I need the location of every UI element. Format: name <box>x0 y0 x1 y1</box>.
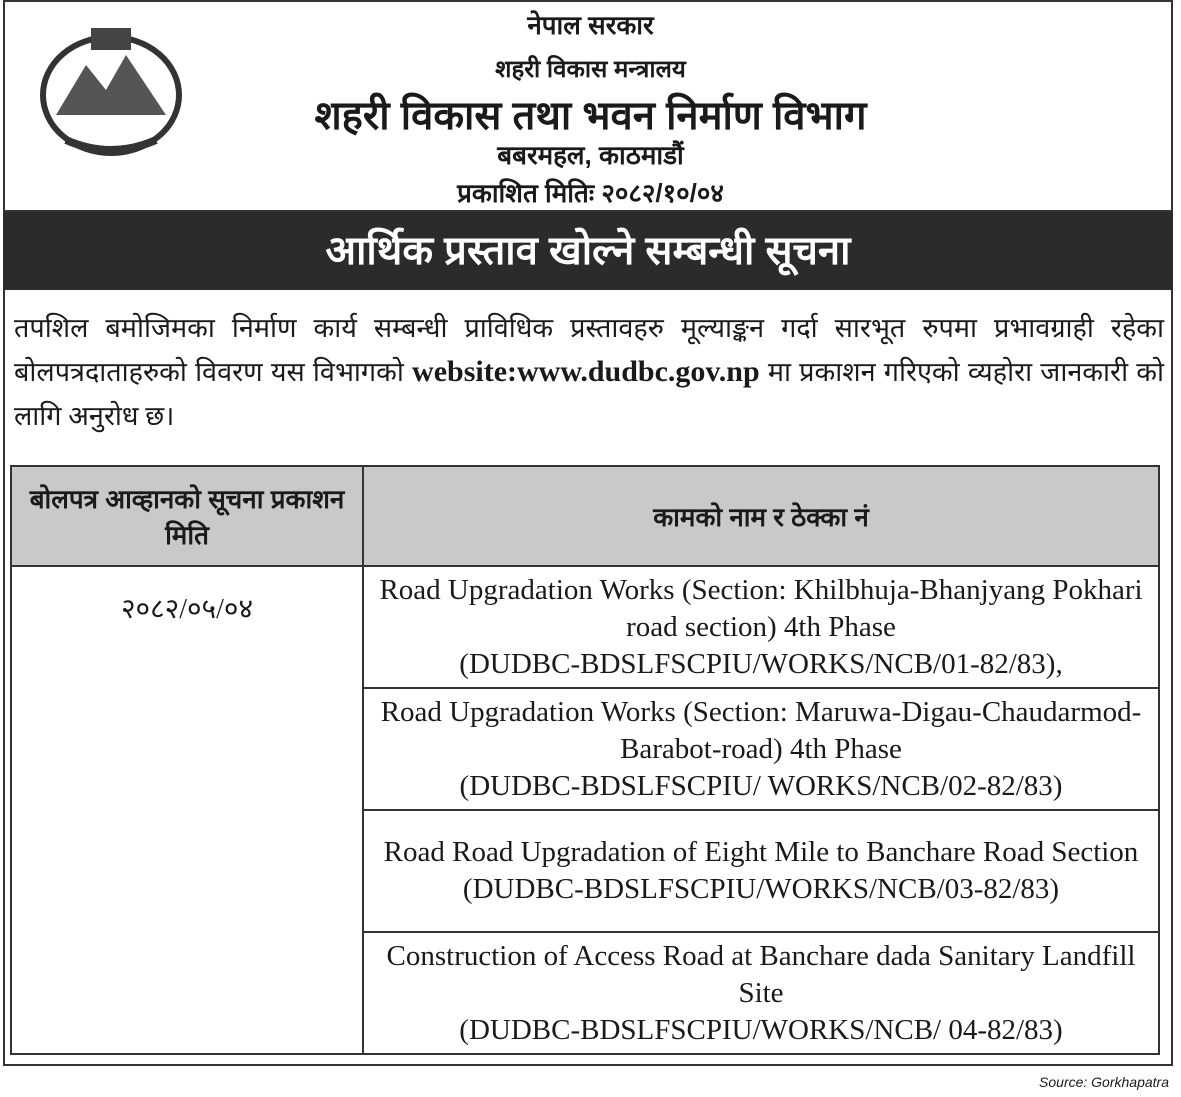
notice-body <box>14 306 1164 438</box>
work-cell <box>363 932 1159 1054</box>
source-credit: Source: Gorkhapatra <box>1039 1074 1169 1090</box>
work-name: Road Upgradation Works (Section: Maruwa-Digau-Chaudarmod-Barabot-road) 4th Phase <box>380 695 1142 765</box>
works-table <box>10 465 1160 1055</box>
notice-date: २०८२/०५/०४ <box>11 566 363 1054</box>
department-name: शहरी विकास तथा भवन निर्माण विभाग <box>314 94 867 138</box>
table-row <box>11 566 1159 688</box>
contract-number: (DUDBC-BDSLFSCPIU/WORKS/NCB/01-82/83), <box>459 647 1063 680</box>
work-cell <box>363 810 1159 932</box>
contract-number: (DUDBC-BDSLFSCPIU/WORKS/NCB/03-82/83) <box>462 873 1060 905</box>
body-text-end: मा प्रकाशन गरिएको व्यहोरा जानकारी को लागि अनुरोध छ। <box>14 357 1164 431</box>
column-header-date: बोलपत्र आव्हानको सूचना प्रकाशन मिति <box>11 466 363 566</box>
work-cell <box>363 566 1159 688</box>
ministry-name: शहरी विकास मन्त्रालय <box>495 56 686 83</box>
government-name: नेपाल सरकार <box>527 10 654 40</box>
address: बबरमहल, काठमाडौं <box>497 140 684 170</box>
website-link[interactable]: website:www.dudbc.gov.np <box>412 355 760 388</box>
published-date: प्रकाशित मितिः २०८२/१०/०४ <box>457 178 724 208</box>
contract-number: (DUDBC-BDSLFSCPIU/WORKS/NCB/ 04-82/83) <box>459 1013 1063 1046</box>
table-header-row <box>11 466 1159 566</box>
work-name: Road Road Upgradation of Eight Mile to Banchare Road Section <box>383 836 1139 868</box>
body-text: तपशिल बमोजिमका निर्माण कार्य सम्बन्धी प्राविधिक प्रस्तावहरु मूल्याङ्कन गर्दा सारभूत रुपमा प्रभावग्राही रहेका बोलपत्रदाताहरुको विवरण यस विभागको <box>14 313 1164 387</box>
work-cell <box>363 688 1159 810</box>
column-header-work: कामको नाम र ठेक्का नं <box>363 466 1159 566</box>
work-name: Road Upgradation Works (Section: Khilbhuja-Bhanjyang Pokhari road section) 4th Phase <box>379 573 1143 643</box>
notice-title: आर्थिक प्रस्ताव खोल्ने सम्बन्धी सूचना <box>3 212 1173 290</box>
contract-number: (DUDBC-BDSLFSCPIU/ WORKS/NCB/02-82/83) <box>459 769 1063 802</box>
work-name: Construction of Access Road at Banchare dada Sanitary Landfill Site <box>386 939 1136 1009</box>
